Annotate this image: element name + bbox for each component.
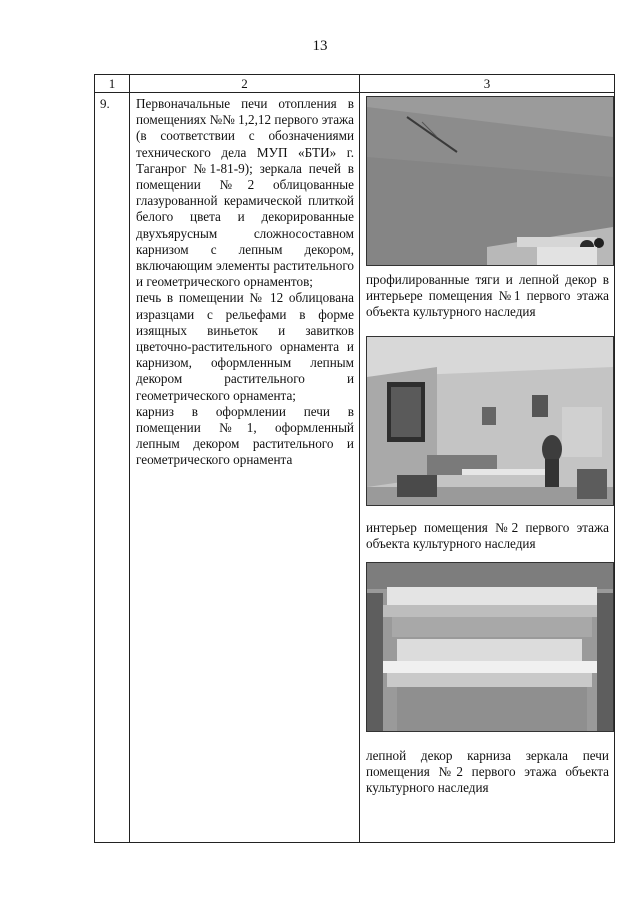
photo-room-interior — [366, 336, 614, 506]
table-row — [95, 93, 615, 843]
photo-caption: профилированные тяги и лепной декор в интерьере помещения №1 первого этажа объекта культурного наследия — [366, 272, 609, 320]
photo-ceiling-molding-image — [367, 97, 613, 265]
description-paragraph: печь в помещении № 12 облицована изразцами с рельефами в форме изящных виньеток и завитков цветочно-растительного орнамента и карнизом, оформленным лепным декором растительного и геометрического орнамента; — [136, 290, 354, 403]
photo-ceiling-molding — [366, 96, 614, 266]
row-description — [130, 93, 360, 843]
heritage-table — [94, 74, 615, 843]
photo-room-interior-image — [367, 337, 613, 505]
column-header-1: 1 — [95, 75, 130, 93]
photo-stove-cornice-image — [367, 563, 613, 731]
description-paragraph: карниз в оформлении печи в помещении №1, оформленный лепным декором растительного и геометрического орнамента — [136, 403, 354, 468]
column-header-2: 2 — [130, 75, 360, 93]
table-header-row — [95, 75, 615, 93]
photo-caption: лепной декор карниза зеркала печи помещения №2 первого этажа объекта культурного наследия — [366, 748, 609, 796]
column-header-3: 3 — [360, 75, 615, 93]
page-number: 13 — [312, 38, 328, 54]
row-figures — [360, 93, 615, 843]
photo-stove-cornice — [366, 562, 614, 732]
row-number: 9. — [95, 93, 130, 843]
photo-caption: интерьер помещения №2 первого этажа объекта культурного наследия — [366, 520, 609, 552]
description-paragraph: Первоначальные печи отопления в помещениях №№ 1,2,12 первого этажа (в соответствии с обозначениями технического дела МУП «БТИ» г. Таганрог №1-81-9); зеркала печей в помещении №2 облицованные глазурованной керамической плиткой белого цвета и декорированные двухъярусным сложносоставном карнизом с лепным декором, включающим элементы растительного и геометрического орнаментов; — [136, 96, 355, 290]
